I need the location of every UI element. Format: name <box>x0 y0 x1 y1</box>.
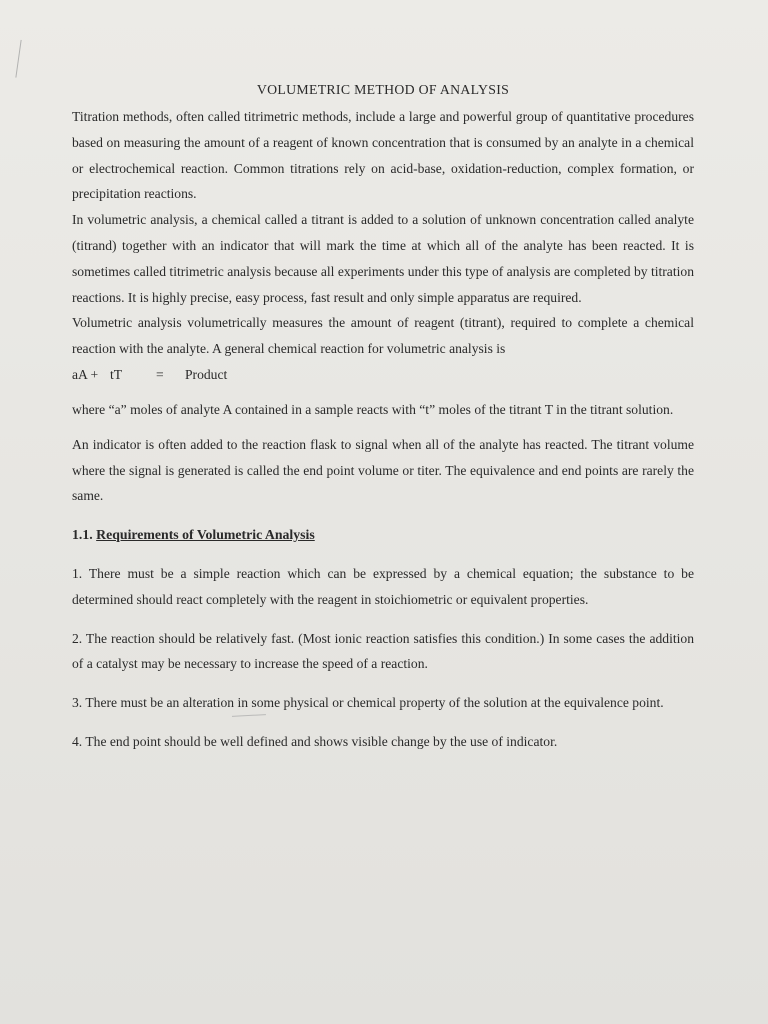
section-heading <box>72 522 694 548</box>
requirement-3: 3. There must be an alteration in some physical or chemical property of the solution at the equivalence point. <box>72 695 664 711</box>
requirement-4: 4. The end point should be well defined and shows visible change by the use of indicator. <box>72 733 558 749</box>
equation-equals: = <box>156 366 164 382</box>
paragraph-where: where “a” moles of analyte A contained in a sample reacts with “t” moles of the titrant T in the titrant solution. <box>72 401 674 417</box>
document-title: VOLUMETRIC METHOD OF ANALYSIS <box>256 82 510 97</box>
section-title: Requirements of Volumetric Analysis <box>96 527 315 543</box>
equation-term-titrant: tT <box>110 366 123 382</box>
equation-product: Product <box>185 366 228 382</box>
paragraph-volumetric-analysis: In volumetric analysis, a chemical called a titrant is added to a solution of unknown concentration called analyte (titrand) together with an indicator that will mark the time at which all of the analyte has been reacted. It is sometimes called titrimetric analysis because all experiments under this type of analysis are completed by titration reactions. It is highly precise, easy process, fast result and only simple apparatus are required. <box>72 212 694 305</box>
requirement-2: 2. The reaction should be relatively fast. (Most ionic reaction satisfies this condition.) In some cases the addition of a catalyst may be necessary to increase the speed of a reaction. <box>72 630 694 672</box>
document-body <box>72 80 694 755</box>
section-number: 1.1. <box>72 527 93 543</box>
paragraph-titration-methods: Titration methods, often called titrimetric methods, include a large and powerful group of quantitative procedures based on measuring the amount of a reagent of known concentration that is consumed by an analyte in a chemical or electrochemical reaction. Common titrations rely on acid-base, oxidation-reduction, complex formation, or precipitation reactions. <box>72 109 694 202</box>
pen-mark <box>15 40 24 78</box>
paragraph-indicator: An indicator is often added to the reaction flask to signal when all of the analyte has reacted. The titrant volume where the signal is generated is called the end point volume or titer. The equivalence and end points are rarely the same. <box>72 436 694 504</box>
reaction-equation <box>72 362 694 388</box>
requirement-1: 1. There must be a simple reaction which can be expressed by a chemical equation; the substance to be determined should react completely with the reagent in stoichiometric or equivalent properties. <box>72 565 694 607</box>
paragraph-general-reaction: Volumetric analysis volumetrically measures the amount of reagent (titrant), required to complete a chemical reaction with the analyte. A general chemical reaction for volumetric analysis is <box>72 315 694 357</box>
equation-term-analyte: aA + <box>72 366 99 382</box>
